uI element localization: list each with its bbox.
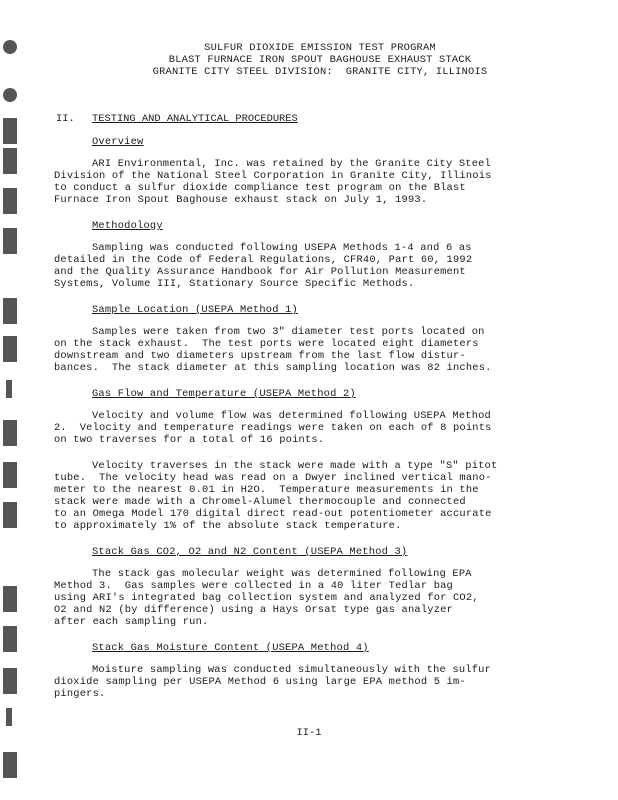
gas-flow-line: to approximately 1% of the absolute stack temperature. [54, 520, 402, 532]
methodology-line: and the Quality Assurance Handbook for Air Pollution Measurement [54, 266, 466, 278]
binder-mark [3, 188, 17, 214]
overview-line: to conduct a sulfur dioxide compliance test program on the Blast [54, 182, 466, 194]
binder-mark [6, 380, 12, 398]
gas-flow-line: 2. Velocity and temperature readings were taken on each of 8 points [54, 422, 492, 434]
moisture-line: pingers. [54, 688, 106, 700]
overview-line: ARI Environmental, Inc. was retained by the Granite City Steel [92, 158, 491, 170]
overview-line: Furnace Iron Spout Baghouse exhaust stack on July 1, 1993. [54, 194, 428, 206]
gas-flow-line: Velocity and volume flow was determined following USEPA Method [92, 410, 491, 422]
binder-mark [3, 668, 17, 694]
binder-mark [3, 298, 17, 324]
section-title: TESTING AND ANALYTICAL PROCEDURES [92, 113, 298, 125]
methodology-line: Sampling was conducted following USEPA Methods 1-4 and 6 as [92, 242, 472, 254]
sample-location-line: bances. The stack diameter at this sampling location was 82 inches. [54, 362, 492, 374]
overview-heading: Overview [92, 136, 144, 148]
stack-gas-line: Method 3. Gas samples were collected in a 40 liter Tedlar bag [54, 580, 453, 592]
stack-gas-heading: Stack Gas CO2, O2 and N2 Content (USEPA Method 3) [92, 546, 408, 558]
binder-mark [3, 626, 17, 652]
moisture-heading: Stack Gas Moisture Content (USEPA Method 4) [92, 642, 369, 654]
page-number: II-1 [296, 727, 322, 739]
methodology-heading: Methodology [92, 220, 163, 232]
header-line: BLAST FURNACE IRON SPOUT BAGHOUSE EXHAUST STACK [168, 54, 472, 66]
punch-hole-mark [3, 88, 17, 102]
moisture-line: Moisture sampling was conducted simultaneously with the sulfur [92, 664, 491, 676]
overview-line: Division of the National Steel Corporation in Granite City, Illinois [54, 170, 492, 182]
header-line: GRANITE CITY STEEL DIVISION: GRANITE CITY, ILLINOIS [152, 66, 488, 78]
sample-location-line: downstream and two diameters upstream from the last flow distur- [54, 350, 466, 362]
gas-flow-line: on two traverses for a total of 16 points. [54, 434, 325, 446]
section-number: II. [56, 113, 75, 125]
stack-gas-line: The stack gas molecular weight was determined following EPA [92, 568, 472, 580]
punch-hole-mark [3, 40, 17, 54]
sample-location-line: Samples were taken from two 3" diameter test ports located on [92, 326, 485, 338]
gas-flow-line: to an Omega Model 170 digital direct read-out potentiometer accurate [54, 508, 492, 520]
moisture-line: dioxide sampling per USEPA Method 6 using large EPA method 5 im- [54, 676, 466, 688]
binder-mark [3, 336, 17, 362]
binder-mark [3, 148, 17, 174]
binder-mark [3, 118, 17, 144]
gas-flow-line: meter to the nearest 0.01 in H2O. Temperature measurements in the [54, 484, 479, 496]
stack-gas-line: using ARI's integrated bag collection system and analyzed for CO2, [54, 592, 479, 604]
binder-mark [3, 752, 17, 778]
header-line: SULFUR DIOXIDE EMISSION TEST PROGRAM [204, 42, 436, 54]
methodology-line: Systems, Volume III, Stationary Source Specific Methods. [54, 278, 415, 290]
binder-edge [0, 0, 26, 800]
gas-flow-line: Velocity traverses in the stack were made with a type "S" pitot [92, 460, 498, 472]
gas-flow-line: tube. The velocity head was read on a Dwyer inclined vertical mano- [54, 472, 492, 484]
gas-flow-line: stack were made with a Chromel-Alumel thermocouple and connected [54, 496, 466, 508]
binder-mark [3, 420, 17, 446]
binder-mark [3, 462, 17, 488]
binder-mark [3, 586, 17, 612]
sample-location-line: on the stack exhaust. The test ports were located eight diameters [54, 338, 479, 350]
stack-gas-line: O2 and N2 (by difference) using a Hays Orsat type gas analyzer [54, 604, 453, 616]
binder-mark [6, 708, 12, 726]
stack-gas-line: after each sampling run. [54, 616, 209, 628]
sample-location-heading: Sample Location (USEPA Method 1) [92, 304, 298, 316]
gas-flow-heading: Gas Flow and Temperature (USEPA Method 2) [92, 388, 356, 400]
binder-mark [3, 502, 17, 528]
binder-mark [3, 228, 17, 254]
methodology-line: detailed in the Code of Federal Regulations, CFR40, Part 60, 1992 [54, 254, 473, 266]
